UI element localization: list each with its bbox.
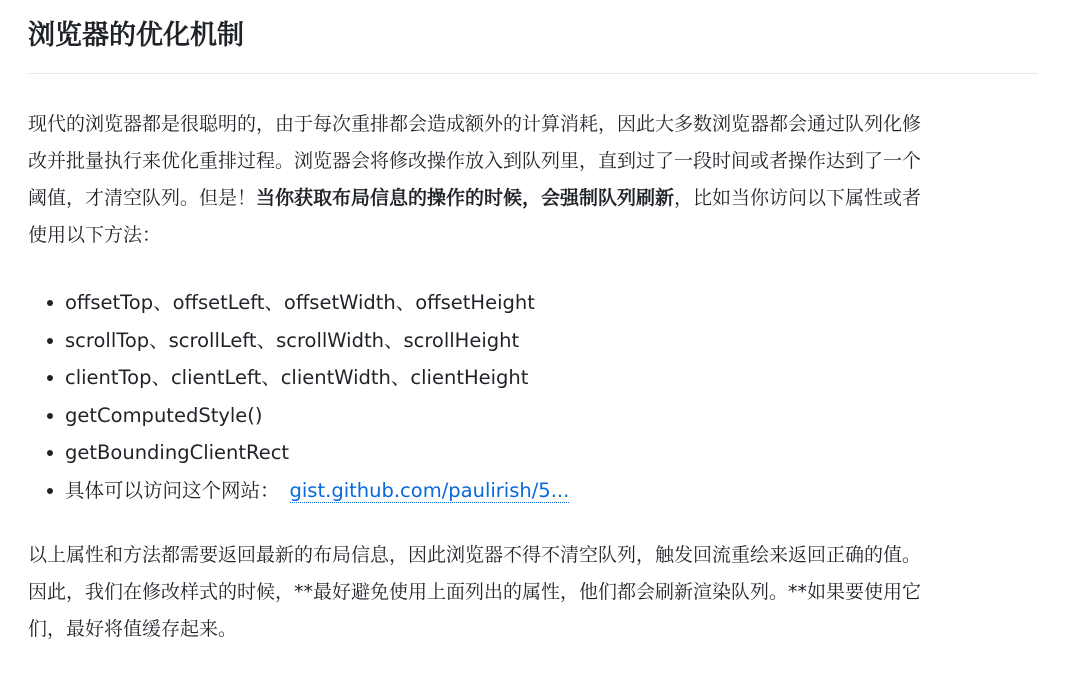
list-item [28, 284, 1040, 322]
bullet-icon [47, 413, 53, 419]
intro-line-2: 改并批量执行来优化重排过程。浏览器会将修改操作放入到队列里，直到过了一段时间或者操作达到了一个 [28, 150, 922, 172]
property-list [28, 284, 1040, 509]
intro-line-1: 现代的浏览器都是很聪明的，由于每次重排都会造成额外的计算消耗，因此大多数浏览器都会通过队列化修 [28, 113, 922, 135]
intro-paragraph [28, 106, 1040, 254]
section-heading: 浏览器的优化机制 [28, 20, 244, 51]
list-item [28, 434, 1040, 472]
list-item-text: offsetTop、offsetLeft、offsetWidth、offsetHeight [65, 291, 535, 314]
list-item [28, 359, 1040, 397]
gist-link[interactable]: gist.github.com/paulirish/5... [289, 478, 570, 502]
visit-label: 具体可以访问这个网站： [65, 478, 280, 502]
list-item-text: clientTop、clientLeft、clientWidth、clientHeight [65, 366, 529, 389]
conclusion-paragraph [28, 537, 1040, 648]
conclusion-line-3: 们，最好将值缓存起来。 [28, 618, 238, 640]
list-item-visit [28, 472, 1040, 510]
list-item-text: getBoundingClientRect [65, 441, 290, 464]
conclusion-line-1: 以上属性和方法都需要返回最新的布局信息，因此浏览器不得不清空队列，触发回流重绘来返回正确的值。 [28, 544, 922, 566]
bullet-icon [47, 450, 53, 456]
list-item-text: getComputedStyle() [65, 403, 263, 427]
intro-bold-emphasis: 当你获取布局信息的操作的时候，会强制队列刷新 [256, 187, 675, 209]
list-item-text: scrollTop、scrollLeft、scrollWidth、scrollHeight [65, 328, 520, 352]
bullet-icon [47, 488, 53, 494]
conclusion-line-2: 因此，我们在修改样式的时候，**最好避免使用上面列出的属性，他们都会刷新渲染队列。**如果要使用它 [28, 581, 922, 603]
list-item [28, 397, 1040, 435]
intro-line-3 [28, 180, 1040, 217]
bullet-icon [47, 300, 53, 306]
intro-line-3-end: ，比如当你访问以下属性或者 [674, 187, 922, 209]
bullet-icon [47, 338, 53, 344]
bullet-icon [47, 375, 53, 381]
list-item [28, 322, 1040, 360]
heading-divider [28, 73, 1038, 74]
intro-line-4: 使用以下方法： [28, 224, 162, 246]
intro-line-3-start: 阈值，才清空队列。但是！ [28, 187, 257, 209]
